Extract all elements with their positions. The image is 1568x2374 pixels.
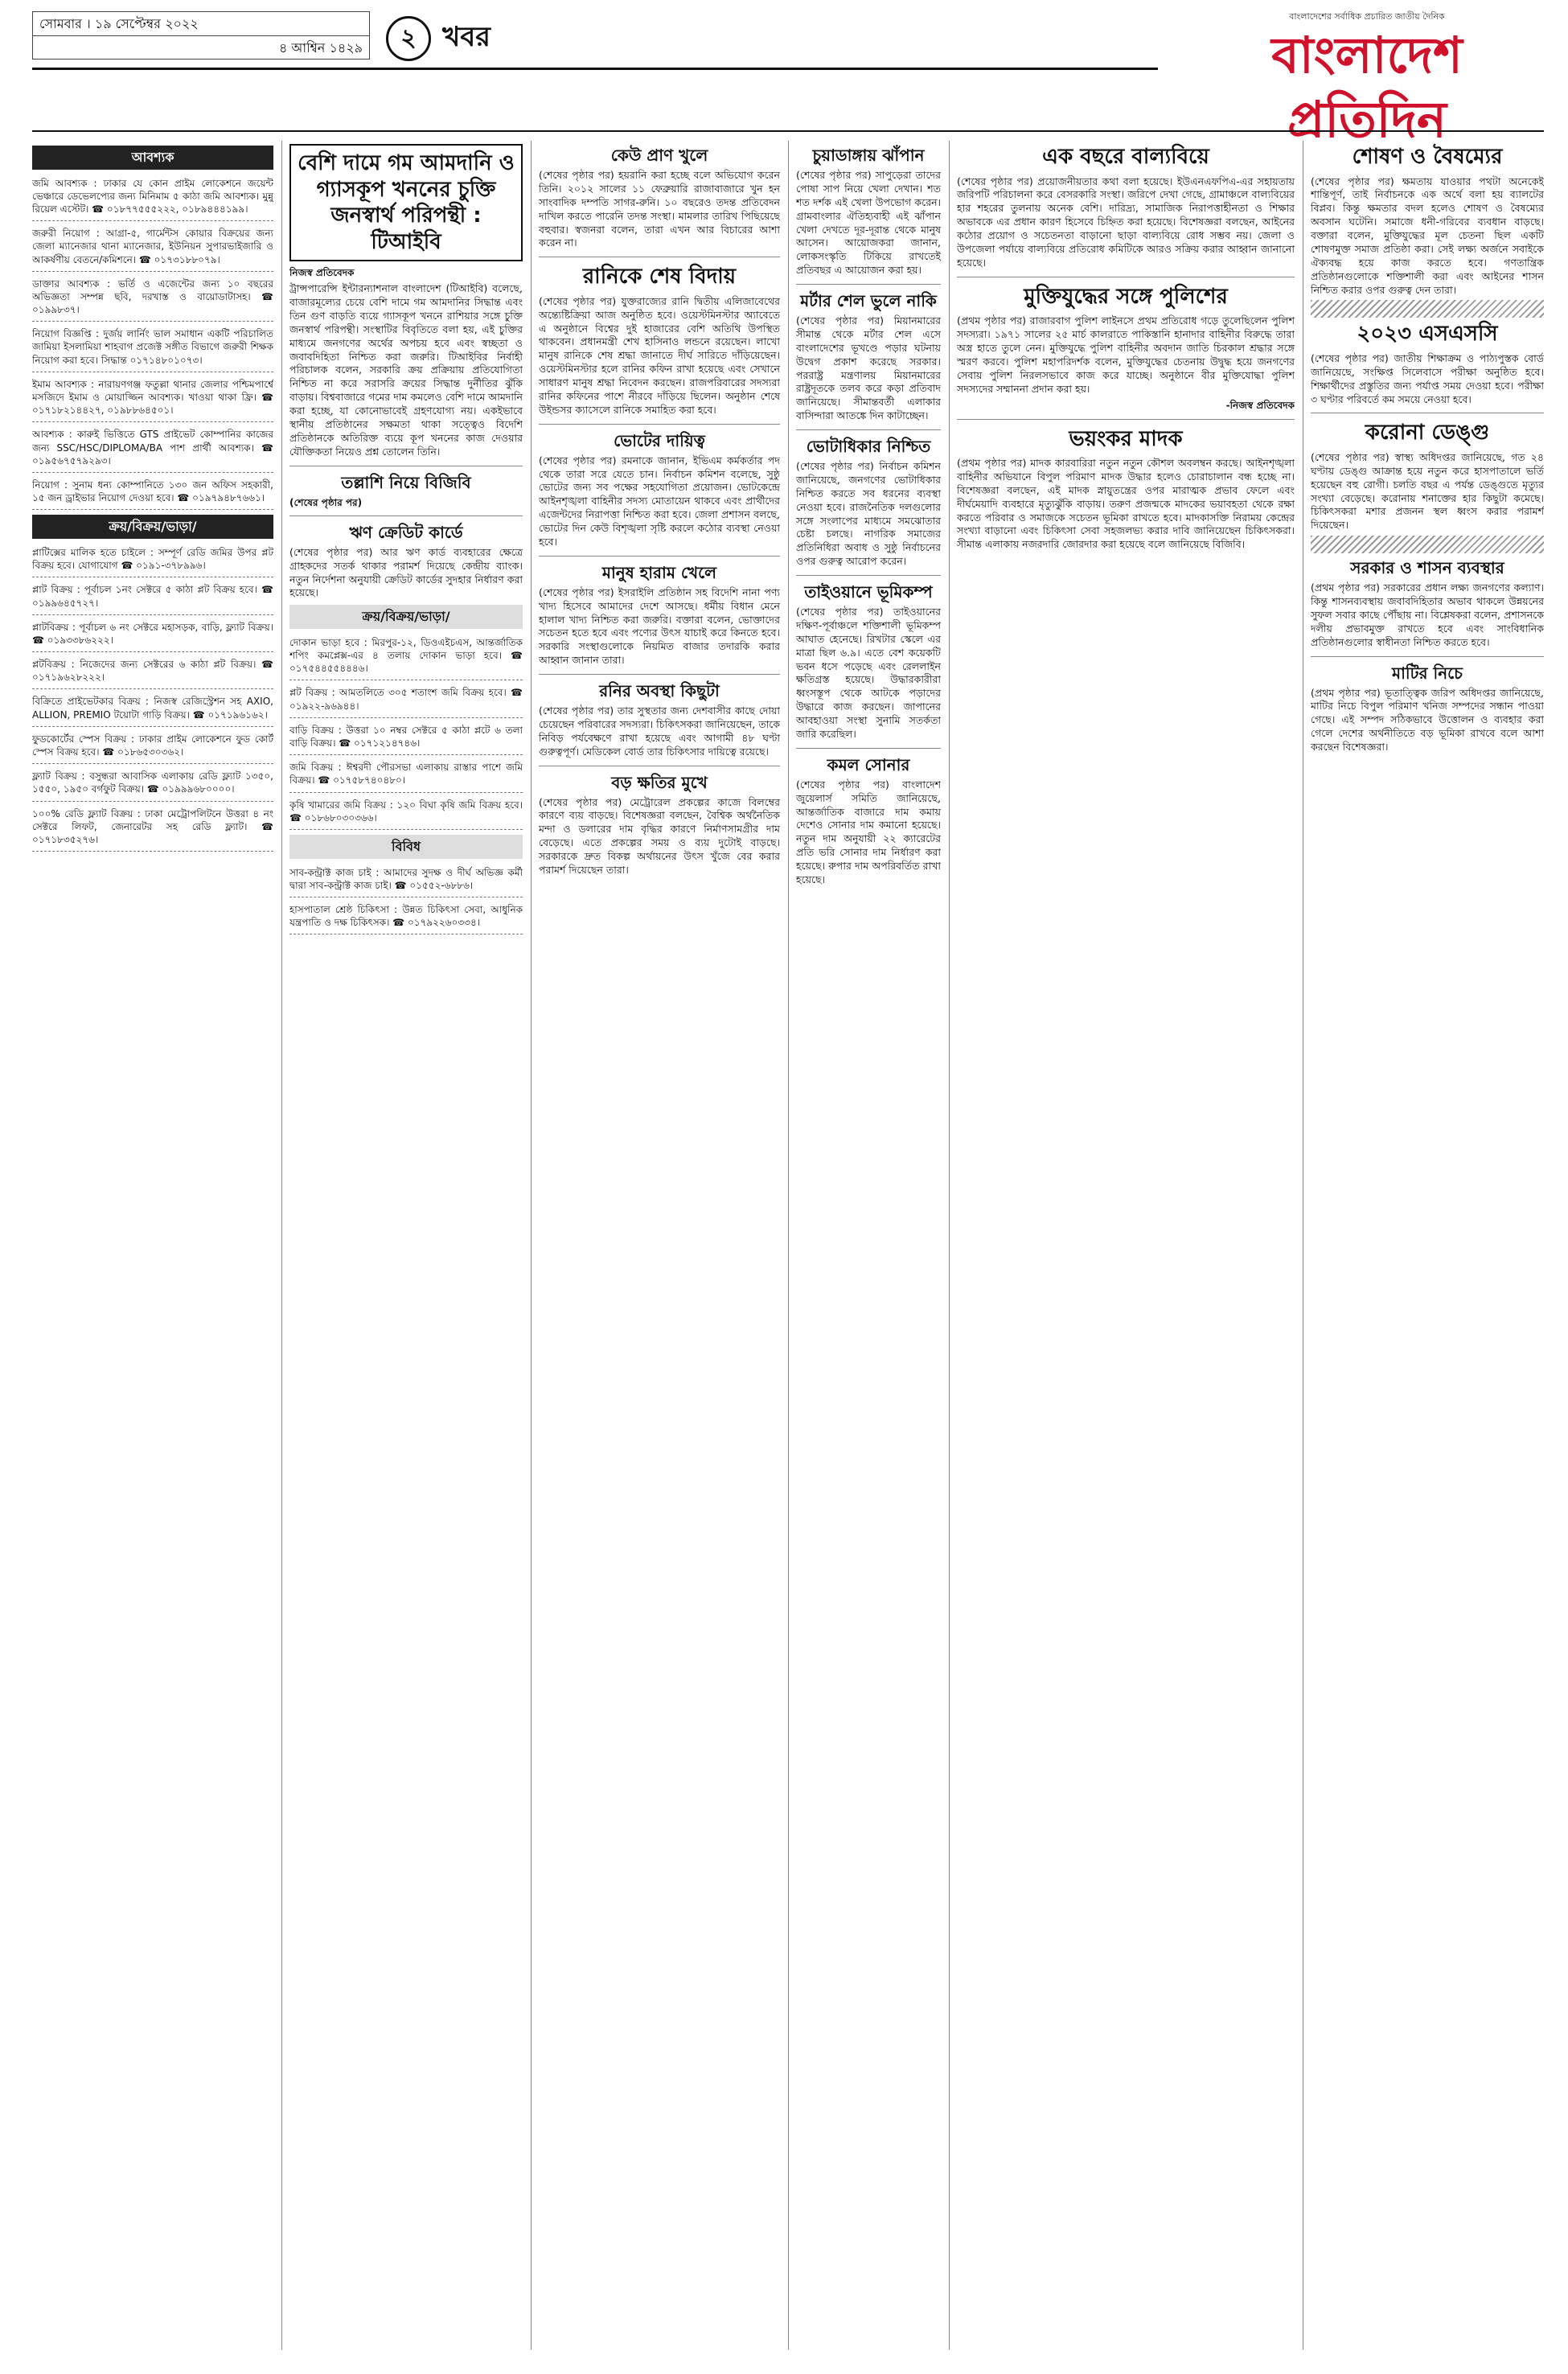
- classified-ad: প্লাট বিক্রয় : পূর্বাচল ১নং সেক্টরে ৫ কাঠা প্লট বিক্রয় হবে। ☎ ০১৯৯৬৪৫৭২৭।: [32, 581, 273, 614]
- article-headline: বেশি দামে গম আমদানি ও গ্যাসকূপ খননের চুক্তি জনস্বার্থ পরিপন্থী : টিআইবি: [289, 144, 523, 261]
- article-headline: ২০২৩ এসএসসি: [1357, 322, 1498, 347]
- article-body: (শেষের পৃষ্ঠার পর) প্রয়োজনীয়তার কথা বলা হয়েছে। ইউএনএফপিএ-এর সহায়তায় জরিপটি পরিচালনা করে বেসরকারি সংস্থা। জরিপে দেখা গেছে, গ্রামাঞ্চলে বাল্যবিয়ের হার শহরের তুলনায় অনেক বেশি। দারিদ্র্য, সামাজিক নিরাপত্তাহীনতা ও শিক্ষার অভাবকে এর প্রধান কারণ হিসেবে চিহ্নিত করা হয়েছে। বিশেষজ্ঞরা বলছেন, আইনের কঠোর প্রয়োগ ও সচেতনতা বাড়ানো ছাড়া বাল্যবিয়ে রোধ সম্ভব নয়। জেলা ও উপজেলা পর্যায়ে বাল্যবিয়ে প্রতিরোধ কমিটিকে আরও সক্রিয় করার আহ্বান জানানো হয়েছে।: [957, 175, 1295, 269]
- classified-ad: প্লাটিক্সের মালিক হতে চাইলে : সম্পূর্ণ রেডি জমির উপর প্লট বিক্রয় হবে। যোগাযোগ ☎ ০১৯১-৩৭৮৯৯৬।: [32, 544, 273, 577]
- news-column-4: [796, 141, 941, 2358]
- classified-heading: ক্রয়/বিক্রয়/ভাড়া/: [32, 515, 273, 539]
- divider: [796, 748, 941, 749]
- news-column-6: [1311, 141, 1544, 2358]
- classified-ad: আবশ্যক : কারুই ভিত্তিতে GTS প্রাইভেট কোম্পানির কাজের জন্য SSC/HSC/DIPLOMA/BA পাশ প্রার্থী আবশ্যক। ☎ ০১৯৫৬৭৫৭৯২৯৩।: [32, 425, 273, 473]
- article-jump: (শেষের পৃষ্ঠার পর): [289, 496, 363, 508]
- column-divider: [949, 141, 950, 2350]
- article-headline: তল্লাশি নিয়ে বিজিবি: [341, 472, 471, 492]
- article-headline: চুয়াডাঙ্গায় ঝাঁপান: [812, 146, 925, 165]
- article-headline: মর্টার শেল ভুলে নাকি: [800, 291, 937, 310]
- article-byline: নিজস্ব প্রতিবেদক: [289, 267, 355, 278]
- brand-tagline: বাংলাদেশের সর্বাধিক প্রচারিত জাতীয় দৈনিক: [1289, 11, 1445, 22]
- article-tib: [289, 141, 523, 2358]
- classified-ad: নিয়োগ বিজ্ঞপ্তি : দুর্জয় লার্নিং ভাল সমাধান একটি পরিচালিত জামিয়া ইসলামিয়া শাহবাগ প্রজেক্ট সঙ্গীত বিভাগে জরুরী শিক্ষক নিয়োগ করা হবে। সিদ্ধান্ত ০১৭১৪৮০১০৭৩।: [32, 325, 273, 372]
- divider: [539, 556, 780, 557]
- classified-heading: ক্রয়/বিক্রয়/ভাড়া/: [289, 605, 523, 629]
- news-column-5: [957, 141, 1295, 2358]
- masthead: [32, 11, 1544, 149]
- classified-ad: দোকান ভাড়া হবে : মিরপুর-১২, ডিওএইচএস, আন্তর্জাতিক শপিং কমপ্লেক্স-এর ৪ তলায় দোকান ভাড়া হবে। ☎ ০১৭৫৪৪৫৫৪৪৪৬।: [289, 634, 523, 681]
- article-body: (শেষের পৃষ্ঠার পর) ইসরাইলি প্রতিষ্ঠান সহ বিদেশি নানা পণ্য খাদ্য হিসেবে আমাদের দেশে আসছে। ধর্মীয় বিধান মেনে হালাল খাদ্য নিশ্চিত করা জরুরি। বক্তারা বলেন, ভোক্তাদের সচেতন হতে হবে এবং পণ্যের উৎস যাচাই করে কিনতে হবে। সরকারি সংস্থাগুলোকে নিয়মিত বাজার তদারকি করার আহ্বান জানান তারা।: [539, 585, 780, 667]
- divider: [796, 575, 941, 576]
- classified-ad: প্লটবিক্রয় : নিজেদের জন্য সেক্টরের ৬ কাঠা প্লট বিক্রয়। ☎ ০১৭১৯৬২৮২২২।: [32, 655, 273, 689]
- classified-ad: বাড়ি বিক্রয় : উত্তরা ১০ নম্বর সেক্টরে ৫ কাঠা প্লটে ৬ তলা বাড়ি বিক্রয়। ☎ ০১৭১২১৪৭৪৬।: [289, 721, 523, 755]
- decorative-rule: [1311, 536, 1544, 553]
- article-body: (শেষের পৃষ্ঠার পর) তার সুস্থতার জন্য দেশবাসীর কাছে দোয়া চেয়েছেন পরিবারের সদস্যরা। চিকিৎসকরা জানিয়েছেন, তাকে নিবিড় পর্যবেক্ষণে রাখা হয়েছে এবং আগামী ৪৮ ঘণ্টা গুরুত্বপূর্ণ। মেডিকেল বোর্ড তার চিকিৎসার দায়িত্বে রয়েছে।: [539, 704, 780, 758]
- article-headline: বড় ক্ষতির মুখে: [611, 772, 708, 792]
- article-headline: মুক্তিযুদ্ধের সঙ্গে পুলিশের: [1024, 284, 1228, 309]
- classified-ad: জমি আবশ্যক : ঢাকার যে কোন প্রাইম লোকেশনে জয়েন্ট ভেঞ্চারে ডেভেলপ্যের জন্য মিনিমাম ৫ কাঠা জমি আবশ্যক। মুন্নু রিয়েল এস্টেট। ☎ ০১৮৭৭৫৫৫২২২, ০১৮৯৪৪৪১৯৯।: [32, 175, 273, 222]
- article-headline: রনির অবস্থা কিছুটা: [599, 681, 720, 700]
- classified-ad: কৃষি খামারের জমি বিক্রয় : ১২০ বিঘা কৃষি জমি বিক্রয় হবে। ☎ ০১৮৬৮০৩০৩৬৬।: [289, 796, 523, 830]
- article-headline: মাটির নিচে: [1392, 663, 1463, 683]
- article-body: (শেষের পৃষ্ঠার পর) আর ঋণ কার্ড ব্যবহারের ক্ষেত্রে গ্রাহকদের সতর্ক থাকার পরামর্শ দিয়েছে কেন্দ্রীয় ব্যাংক। নতুন নির্দেশনা অনুযায়ী ক্রেডিট কার্ডের সুদহার নির্ধারণ করা হয়েছে।: [289, 545, 523, 599]
- article-headline: এক বছরে বাল্যবিয়ে: [1042, 145, 1209, 169]
- divider: [539, 424, 780, 425]
- divider: [539, 674, 780, 675]
- article-headline: রানিকে শেষ বিদায়: [582, 265, 737, 290]
- article-body: (শেষের পৃষ্ঠার পর) হয়রানি করা হচ্ছে বলে অভিযোগ করেন তিনি। ২০১২ সালের ১১ ফেব্রুয়ারি রাজাবাজারে খুন হন সাংবাদিক দম্পতি সাগর-রুনি। ১০ বছরেও তদন্ত প্রতিবেদন দাখিল করতে পারেনি তদন্ত সংস্থা। মামলার তারিখ পিছিয়েছে বহুবার। স্বজনরা বলেন, তারা এখন আর বিচারের আশা করেন না।: [539, 169, 780, 249]
- article-headline: সরকার ও শাসন ব্যবস্থার: [1350, 558, 1504, 578]
- classified-ad: জরুরী নিয়োগ : আগ্রা-৫, গার্মেন্টস কোয়ার বিক্রয়ের জন্য জেলা ম্যানেজার থানা ম্যানেজার, ইউনিয়ন সুপারভাইজারি ও আকর্ষণীয় বেতনে/কমিশনে। ☎ ০১৭৩১৮৮০৭৯।: [32, 224, 273, 272]
- article-body: (শেষের পৃষ্ঠার পর) তাইওয়ানের দক্ষিণ-পূর্বাঞ্চলে শক্তিশালী ভূমিকম্প আঘাত হেনেছে। রিখটার স্কেলে এর মাত্রা ছিল ৬.৯। এতে বেশ কয়েকটি ভবন ধসে পড়েছে এবং রেললাইন ক্ষতিগ্রস্ত হয়েছে। উদ্ধারকারীরা ধ্বংসস্তূপ থেকে আটকে পড়াদের উদ্ধারে কাজ করছেন। জাপানের আবহাওয়া সংস্থা সুনামি সতর্কতা জারি করেছিল।: [796, 606, 941, 740]
- date-box: [32, 11, 370, 60]
- article-body: (শেষের পৃষ্ঠার পর) মিয়ানমারের সীমান্ত থেকে মর্টার শেল এসে বাংলাদেশের ভূখণ্ডে পড়ার ঘটনায় উদ্বেগ প্রকাশ করেছে সরকার। পররাষ্ট্র মন্ত্রণালয় মিয়ানমারের রাষ্ট্রদূতকে তলব করে কড়া প্রতিবাদ জানিয়েছে। সীমান্তবর্তী এলাকার বাসিন্দারা আতঙ্কে দিন কাটাচ্ছেন।: [796, 314, 941, 422]
- classified-ad: ১০০% রেডি ফ্ল্যাট বিক্রয় : ঢাকা মেট্রোপলিটনে উত্তরা ৪ নং সেক্টরে লিফট, জেনারেটর সহ রেডি ফ্ল্যাট। ☎ ০১৭১৮৩৫২৭৬।: [32, 805, 273, 852]
- article-headline: ভয়ংকর মাদক: [1069, 426, 1183, 451]
- column-divider: [788, 141, 789, 2350]
- divider: [289, 515, 523, 516]
- date-gregorian: সোমবার । ১৯ সেপ্টেম্বর ২০২২: [33, 12, 369, 36]
- classified-heading: আবশ্যক: [32, 146, 273, 170]
- news-column-3: [539, 141, 780, 2358]
- page-number: ২: [386, 16, 431, 61]
- article-body: (শেষের পৃষ্ঠার পর) মেট্রোরেল প্রকল্পের কাজে বিলম্বের কারণে ব্যয় বাড়ছে। বিশেষজ্ঞরা বলছেন, বৈশ্বিক অর্থনৈতিক মন্দা ও ডলারের দাম বৃদ্ধির কারণে নির্মাণসামগ্রীর দাম বেড়েছে। এতে প্রকল্পের সময় ও ব্যয় দুটোই বাড়ছে। সরকারকে দ্রুত বিকল্প অর্থায়নের উৎস খুঁজে বের করার পরামর্শ দিয়েছেন তারা।: [539, 795, 780, 876]
- article-body: (শেষের পৃষ্ঠার পর) সাপুড়েরা তাদের পোষা সাপ নিয়ে খেলা দেখান। শত শত দর্শক এই খেলা উপভোগ করেন। গ্রামবাংলার ঐতিহ্যবাহী এই ঝাঁপান খেলা দেখতে দূর-দূরান্ত থেকে মানুষ আসেন। আয়োজকরা জানান, লোকসংস্কৃতি টিকিয়ে রাখতেই প্রতিবছর এ আয়োজন করা হয়।: [796, 169, 941, 277]
- article-byline: -নিজস্ব প্রতিবেদক: [1225, 400, 1295, 412]
- brand-logo: [1190, 11, 1544, 149]
- classified-ad: হাসপাতাল শ্রেষ্ঠ চিকিৎসা : উন্নত চিকিৎসা সেবা, আধুনিক যন্ত্রপাতি ও দক্ষ চিকিৎসক। ☎ ০১৭৯২২৬০৩৩৪।: [289, 901, 523, 934]
- classified-ad: ফুডকোর্টের স্পেস বিক্রয় : ঢাকার প্রাইম লোকেশনে ফুড কোর্ট স্পেস বিক্রয় হবে। ☎ ০১৮৬৫৩০৩৬২।: [32, 730, 273, 764]
- article-body: (প্রথম পৃষ্ঠার পর) রাজারবাগ পুলিশ লাইনসে প্রথম প্রতিরোধ গড়ে তুলেছিলেন পুলিশ সদস্যরা। ১৯৭১ সালের ২৫ মার্চ কালরাতে পাকিস্তানি হানাদার বাহিনীর বিরুদ্ধে তারা অস্ত্র হাতে তুলে নেন। মুক্তিযুদ্ধে পুলিশ বাহিনীর অবদান জাতি চিরকাল শ্রদ্ধার সঙ্গে স্মরণ করবে। পুলিশ মহাপরিদর্শক বলেন, মুক্তিযুদ্ধের চেতনায় উদ্বুদ্ধ হয়ে জনগণের সেবায় পুলিশ নিরলসভাবে কাজ করে যাচ্ছে। অনুষ্ঠানে বীর মুক্তিযোদ্ধা পুলিশ সদস্যদের সম্মাননা প্রদান করা হয়।: [957, 314, 1295, 395]
- classified-ad: প্লট বিক্রয় : আমতলিতে ৩০৫ শতাংশ জমি বিক্রয় হবে। ☎ ০১৯২২-৯৬৯৪৪।: [289, 684, 523, 717]
- article-body: (শেষের পৃষ্ঠার পর) জাতীয় শিক্ষাক্রম ও পাঠ্যপুস্তক বোর্ড জানিয়েছে, সংক্ষিপ্ত সিলেবাসে পরীক্ষা অনুষ্ঠিত হবে। শিক্ষার্থীদের প্রস্তুতির জন্য পর্যাপ্ত সময় দেওয়া হবে। পরীক্ষা ৩ ঘণ্টার পরিবর্তে কম সময়ে নেওয়া হবে।: [1311, 351, 1544, 405]
- classified-ad: বিক্রিতে প্রাইভেটকার বিক্রয় : নিজস্ব রেজিস্ট্রেশন সহ AXIO, ALLION, PREMIO টয়োটা গাড়ি বিক্রয়। ☎ ০১৭১৯৬১৬২।: [32, 692, 273, 726]
- divider: [1311, 656, 1544, 657]
- article-headline: কমল সোনার: [827, 754, 910, 774]
- classified-heading: বিবিধ: [289, 835, 523, 859]
- divider: [796, 284, 941, 285]
- article-body: ট্রান্সপারেন্সি ইন্টারন্যাশনাল বাংলাদেশ (টিআইবি) বলেছে, বাজারমূল্যের চেয়ে বেশি দামে গম আমদানির সিদ্ধান্ত এবং তিন গুণ বাড়তি ব্যয়ে গ্যাসকূপ খননে রাশিয়ার সঙ্গে চুক্তি জনস্বার্থ পরিপন্থী। সংস্থাটির বিবৃতিতে বলা হয়, এই চুক্তির মাধ্যমে জনগণের অর্থের অপচয় হবে এবং স্বচ্ছতা ও জবাবদিহিতা নিশ্চিত করা জরুরি। টিআইবির নির্বাহী পরিচালক বলেন, সরকারি ক্রয় প্রক্রিয়ায় প্রতিযোগিতা নিশ্চিত না করে সরাসরি ক্রয়ের সিদ্ধান্ত দুর্নীতির ঝুঁকি বাড়ায়। বিশ্ববাজারে গমের দাম কমলেও বেশি দামে আমদানি করা হচ্ছে, যা কোনোভাবেই গ্রহণযোগ্য নয়। একইভাবে স্থানীয় প্রতিষ্ঠানের সক্ষমতা থাকা সত্ত্বেও বিদেশি প্রতিষ্ঠানকে অতিরিক্ত ব্যয়ে কূপ খননের কাজ দেওয়ার যৌক্তিকতা নিয়েও প্রশ্ন তোলেন তিনি।: [289, 282, 523, 458]
- article-headline: ঋণ ক্রেডিট কার্ডে: [349, 522, 463, 542]
- article-headline: শোষণ ও বৈষম্যের: [1352, 145, 1503, 169]
- article-headline: মানুষ হারাম খেলে: [601, 562, 717, 582]
- header-divider: [32, 130, 1544, 132]
- article-body: (শেষের পৃষ্ঠার পর) রমনাকে জানান, ইভিএম কর্মকর্তার পদ থেকে তারা সরে যেতে চান। নির্বাচন কমিশন বলেছে, সুষ্ঠু ভোটের জন্য সব পক্ষের সহযোগিতা প্রয়োজন। ভোটকেন্দ্রে আইনশৃঙ্খলা বাহিনীর সদস্য মোতায়েন থাকবে এবং প্রার্থীদের এজেন্টদের নিরাপত্তা নিশ্চিত করা হবে। জেলা প্রশাসন বলছে, ভোটের দিন কেউ বিশৃঙ্খলা সৃষ্টি করলে কঠোর ব্যবস্থা নেওয়া হবে।: [539, 454, 780, 548]
- brand-name: বাংলাদেশ প্রতিদিন: [1271, 25, 1463, 149]
- column-divider: [281, 141, 282, 2350]
- divider: [957, 419, 1295, 420]
- article-body: (প্রথম পৃষ্ঠার পর) মাদক কারবারিরা নতুন নতুন কৌশল অবলম্বন করছে। আইনশৃঙ্খলা বাহিনীর অভিযানে বিপুল পরিমাণ মাদক উদ্ধার হলেও চোরাচালান বন্ধ হচ্ছে না। বিশেষজ্ঞরা বলছেন, এই মাদক স্নায়ুতন্ত্রের ওপর মারাত্মক প্রভাব ফেলে এবং দীর্ঘমেয়াদি ব্যবহারে মৃত্যুঝুঁকি বাড়ায়। তরুণ প্রজন্মকে মাদকের ভয়াবহতা থেকে রক্ষা করতে পরিবার ও সমাজকে সচেতন ভূমিকা রাখতে হবে। মাদকাসক্তি নিরাময় কেন্দ্রের সংখ্যা বাড়ানো এবং চিকিৎসা সেবা সহজলভ্য করার দাবি জানিয়েছেন চিকিৎসকরা। সীমান্ত এলাকায় নজরদারি জোরদার করা হয়েছে বলে জানিয়েছে বিজিবি।: [957, 457, 1295, 551]
- article-body: (শেষের পৃষ্ঠার পর) নির্বাচন কমিশন জানিয়েছে, জনগণের ভোটাধিকার নিশ্চিত করতে সব ধরনের ব্যবস্থা নেওয়া হবে। রাজনৈতিক দলগুলোর সঙ্গে সংলাপের মাধ্যমে সমঝোতার চেষ্টা চলছে। নাগরিক সমাজের প্রতিনিধিরা অবাধ ও সুষ্ঠু নির্বাচনের ওপর গুরুত্ব আরোপ করেন।: [796, 460, 941, 568]
- classified-ad: নিয়োগ : সুনাম ধন্য কোম্পানিতে ১৩০ জন অফিস সহকারী, ১৫ জন ড্রাইভার নিয়োগ দেওয়া হবে। ☎ ০১৯৭৯৪৮৭৬৬১।: [32, 476, 273, 510]
- classifieds-column: [32, 141, 273, 2358]
- article-body: (শেষের পৃষ্ঠার পর) ক্ষমতায় যাওয়ার পথটা অনেকেই শান্তিপূর্ণ, তাই নির্বাচনকে এক অর্থে বলা হয় ব্যালটের বিপ্লব। কিন্তু ক্ষমতার বদল হলেও শোষণ ও বৈষম্যের অবসান ঘটেনি। সমাজে ধনী-গরিবের ব্যবধান বাড়ছে। বক্তারা বলেন, মুক্তিযুদ্ধের মূল চেতনা ছিল একটি শোষণমুক্ত সমাজ প্রতিষ্ঠা করা। সেই লক্ষ্য অর্জনে সবাইকে ঐক্যবদ্ধ হয়ে কাজ করতে হবে। গণতান্ত্রিক প্রতিষ্ঠানগুলোকে শক্তিশালী করা এবং আইনের শাসন নিশ্চিত করার ওপর গুরুত্ব দেন তারা।: [1311, 175, 1544, 296]
- article-headline: তাইওয়ানে ভূমিকম্প: [804, 582, 933, 602]
- article-headline: ভোটাধিকার নিশ্চিত: [806, 437, 931, 456]
- classified-ad: ডাক্তার আবশ্যক : ভর্তি ও এজেন্টের জন্য ১০ বছরের অভিজ্ঞতা সম্পন্ন ছবি, দরখাস্ত ও বায়োডাটাসহ। ☎ ০১৯৯৮৩৭।: [32, 275, 273, 322]
- article-headline: কেউ প্রাণ খুলে: [610, 146, 708, 165]
- classified-ad: সাব-কন্ট্রাক্ট কাজ চাই : আমাদের সুদক্ষ ও দীর্ঘ অভিজ্ঞ কর্মী দ্বারা সাব-কন্ট্রাক্ট কাজ চাই। ☎ ০১৫৫২-৬৮৮৬।: [289, 864, 523, 897]
- divider: [796, 429, 941, 430]
- column-divider: [531, 141, 532, 2350]
- date-bengali: ৪ আশ্বিন ১৪২৯: [278, 40, 363, 55]
- classified-ad: প্লাটবিক্রয় : পূর্বাচল ৬ নং সেক্টরে মহাসড়ক, বাড়ি, ফ্ল্যাট বিক্রয়। ☎ ০১৯৩৩৮৬২২২।: [32, 618, 273, 652]
- classified-ad: জমি বিক্রয় : ঈশ্বরদী পৌরসভা এলাকায় রাস্তার পাশে জমি বিক্রয়। ☎ ০১৭৫৮৭৪০৪৮০।: [289, 758, 523, 792]
- article-headline: করোনা ডেঙ্গু: [1365, 421, 1490, 446]
- article-body: (প্রথম পৃষ্ঠার পর) সরকারের প্রধান লক্ষ্য জনগণের কল্যাণ। কিন্তু শাসনব্যবস্থায় জবাবদিহিতার অভাব থাকলে উন্নয়নের সুফল সবার কাছে পৌঁছায় না। বিশ্লেষকরা বলেন, প্রশাসনকে দলীয় প্রভাবমুক্ত রাখতে হবে এবং সাংবিধানিক প্রতিষ্ঠানগুলোর স্বাধীনতা নিশ্চিত করতে হবে।: [1311, 581, 1544, 648]
- article-body: (শেষের পৃষ্ঠার পর) স্বাস্থ্য অধিদপ্তর জানিয়েছে, গত ২৪ ঘণ্টায় ডেঙ্গু আক্রান্ত হয়ে নতুন করে হাসপাতালে ভর্তি হয়েছেন বহু রোগী। চলতি বছর এ পর্যন্ত ডেঙ্গুতে মৃত্যুর সংখ্যা বেড়েছে। করোনায় শনাক্তের হার কিছুটা কমেছে। চিকিৎসকরা মশার প্রজনন স্থল ধ্বংস করার পরামর্শ দিয়েছেন।: [1311, 450, 1544, 532]
- article-headline: ভোটের দায়িত্ব: [614, 430, 705, 450]
- masthead-rule: [32, 68, 1158, 70]
- classified-ad: ইমাম আবশ্যক : নারায়ণগঞ্জ ফতুল্লা থানার জেলার পশ্চিমপার্শ্বে মসজিদে ইমাম ও মোয়াজ্জিন আবশ্যক। খাওয়া থাকা ফ্রি। ☎ ০১৭১৮২১৪৪২৭, ০১৯৮৮৬৪৫০১।: [32, 376, 273, 423]
- article-body: (প্রথম পৃষ্ঠার পর) ভূতাত্ত্বিক জরিপ অধিদপ্তর জানিয়েছে, মাটির নিচে বিপুল পরিমাণ খনিজ সম্পদের সন্ধান পাওয়া গেছে। এই সম্পদ সঠিকভাবে উত্তোলন ও ব্যবহার করা গেলে দেশের অর্থনীতিতে বড় ভূমিকা রাখবে বলে আশা করছেন বিশেষজ্ঞরা।: [1311, 686, 1544, 753]
- classified-ad: ফ্ল্যাট বিক্রয় : বসুন্ধরা আবাসিক এলাকায় রেডি ফ্ল্যাট ১৩৫০, ১৫৫০, ১৯৫০ বর্গফুট বিক্রয়। ☎ ০১৯৯৯৬৮০০০০।: [32, 767, 273, 801]
- section-title: খবর: [442, 21, 491, 53]
- article-body: (শেষের পৃষ্ঠার পর) বাংলাদেশ জুয়েলার্স সমিতি জানিয়েছে, আন্তর্জাতিক বাজারে দাম কমায় দেশেও সোনার দাম কমানো হয়েছে। নতুন দাম অনুযায়ী ২২ ক্যারেটের প্রতি ভরি সোনার দাম নির্ধারণ করা হয়েছে। রুপার দাম অপরিবর্তিত রাখা হয়েছে।: [796, 778, 941, 885]
- decorative-rule: [1311, 300, 1544, 318]
- article-body: (শেষের পৃষ্ঠার পর) যুক্তরাজ্যের রানি দ্বিতীয় এলিজাবেথের অন্ত্যেষ্টিক্রিয়া আজ অনুষ্ঠিত হবে। ওয়েস্টমিনস্টার অ্যাবেতে এ অনুষ্ঠানে বিশ্বের দুই হাজারের বেশি অতিথি উপস্থিত থাকবেন। প্রধানমন্ত্রী শেখ হাসিনাও লন্ডনে রয়েছেন। লাখো মানুষ রানিকে শেষ শ্রদ্ধা জানাতে দীর্ঘ সারিতে দাঁড়িয়েছেন। ওয়েস্টমিনস্টার হলে রানির কফিন রাখা হয়েছে এবং সেখানে সাধারণ মানুষ শ্রদ্ধা নিবেদন করছেন। রাজপরিবারের সদস্যরা রানির কফিনের পাশে নীরবে দাঁড়িয়ে ছিলেন। অনুষ্ঠান শেষে উইন্ডসর ক্যাসেলে রানিকে সমাহিত করা হবে।: [539, 294, 780, 416]
